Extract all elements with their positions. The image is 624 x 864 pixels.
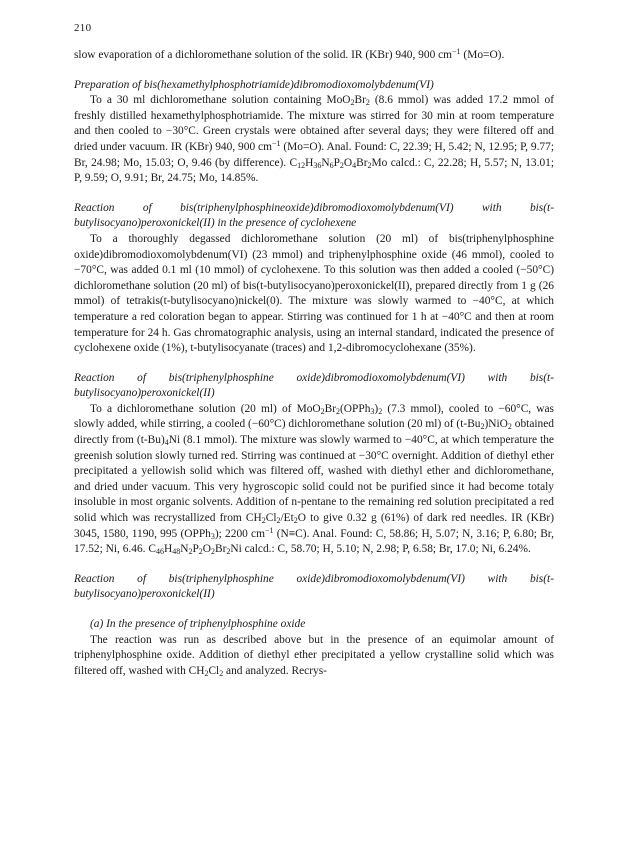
paragraph-continuation: slow evaporation of a dichloromethane solution of the solid. IR (KBr) 940, 900 $cm^{-1}$ (Mo=O). <box>74 47 505 61</box>
document-page <box>74 22 554 679</box>
section-heading-hexamethylphosphotriamide: Preparation of bis(hexamethylphosphotriamide)dibromodioxomolybdenum(VI) <box>74 78 434 91</box>
paragraph-hexamethylphosphotriamide: To a 30 ml dichloromethane solution containing $MoO_2Br_2$ (8.6 mmol) was added 17.2 mmol of freshly distilled hexamethylphosphotriamide. The mixture was stirred for 30 min at room temperature and then cooled to −30°C. Green crystals were obtained after several days; they were filtered off and dried under vacuum. IR (KBr) 940, 900 $cm^{-1}$ (Mo=O). Anal. Found: C, 22.39; H, 5.42; N, 12.95; P, 9.77; Br, 24.98; Mo, 15.03; O, 9.46 (by difference). $C_{12}H_{36}N_6P_2O_4Br_2Mo$ calcd.: C, 22.28; H, 5.57; N, 13.01; P, 9.59; O, 9.91; Br, 24.75; Mo, 14.85%. <box>74 94 555 185</box>
subsection-heading-triphenylphosphine-oxide: (a) In the presence of triphenylphosphine oxide <box>90 618 306 630</box>
paragraph-peroxonickel-reaction: To a dichloromethane solution (20 ml) of $MoO_2Br_2(OPPh_3)_2$ (7.3 mmol), cooled to −60°C, was slowly added, while stirring, a cooled (−60°C) dichloromethane solution (20 ml) of $(t-Bu_2)NiO_2$ obtained directly from $(t-Bu)_4Ni$ (8.1 mmol). The mixture was slowly warmed to −40°C, at which temperature the greenish solution slowly turned red. Stirring was continued at −30°C overnight. Addition of diethyl ether precipitated a yellowish solid which was filtered off, washed with diethyl ether and dichloromethane, and dried under vacuum. This very hygroscopic solid could not be purified since it had become totaly insoluble in most organic solvents. Addition of n-pentane to the remaining red solution precipitated a red solid which was recrystallized from $CH_2Cl_2/Et_2O$ to give 0.32 g (61%) of dark red needles. IR (KBr) 3045, 1580, 1190, 995 (OPPh$_3$); 2200 $cm^{-1}$ (N≡C). Anal. Found: C, 58.86; H, 5.07; N, 3.16; P, 6.80; Br, 17.52; Ni, 6.46. $C_{46}H_{48}N_2P_2O_2Br_2Ni$ calcd.: C, 58.70; H, 5.10; N, 2.98; P, 6.58; Br, 17.0; Ni, 6.24%. <box>74 402 555 557</box>
section-heading-peroxonickel-reaction-variant: Reaction of bis(triphenylphosphine oxide)dibromodioxomolybdenum(VI) with bis(t-butylisocyano)peroxonickel(II) <box>74 572 554 601</box>
section-heading-cyclohexene: Reaction of bis(triphenylphosphineoxide)dibromodioxomolybdenum(VI) with bis(t-butylisocyano)peroxonickel(II) in the presence of cyclohexene <box>74 201 554 230</box>
page-number: 210 <box>74 22 92 34</box>
section-heading-peroxonickel-reaction: Reaction of bis(triphenylphosphine oxide)dibromodioxomolybdenum(VI) with bis(t-butylisocyano)peroxonickel(II) <box>74 371 554 400</box>
paragraph-cyclohexene: To a thoroughly degassed dichloromethane solution (20 ml) of bis(triphenylphosphine oxide)dibromodioxomolybdenum(VI) (23 mmol) and triphenylphosphine oxide (46 mmol), cooled to −70°C, was added 0.1 ml (10 mmol) of cyclohexene. To this solution was then added a cooled (−50°C) dichloromethane solution (20 ml) of bis(t-butylisocyano)peroxonickel(II), prepared directly from 1 g (26 mmol) of tetrakis(t-butylisocyano)nickel(0). The mixture was slowly warmed to −40°C, at which temperature a red coloration began to appear. Stirring was continued for 1 h at −40°C and then at room temperature for 24 h. Gas chromatographic analysis, using an internal standard, indicated the presence of cyclohexene oxide (1%), t-butylisocyanate (traces) and 1,2-dibromocyclohexane (35%). <box>74 232 554 355</box>
paragraph-triphenylphosphine-oxide: The reaction was run as described above but in the presence of an equimolar amount of triphenylphosphine oxide. Addition of diethyl ether precipitated a yellow crystalline solid which was filtered off, washed with $CH_2Cl_2$ and analyzed. Recrys- <box>74 633 554 678</box>
